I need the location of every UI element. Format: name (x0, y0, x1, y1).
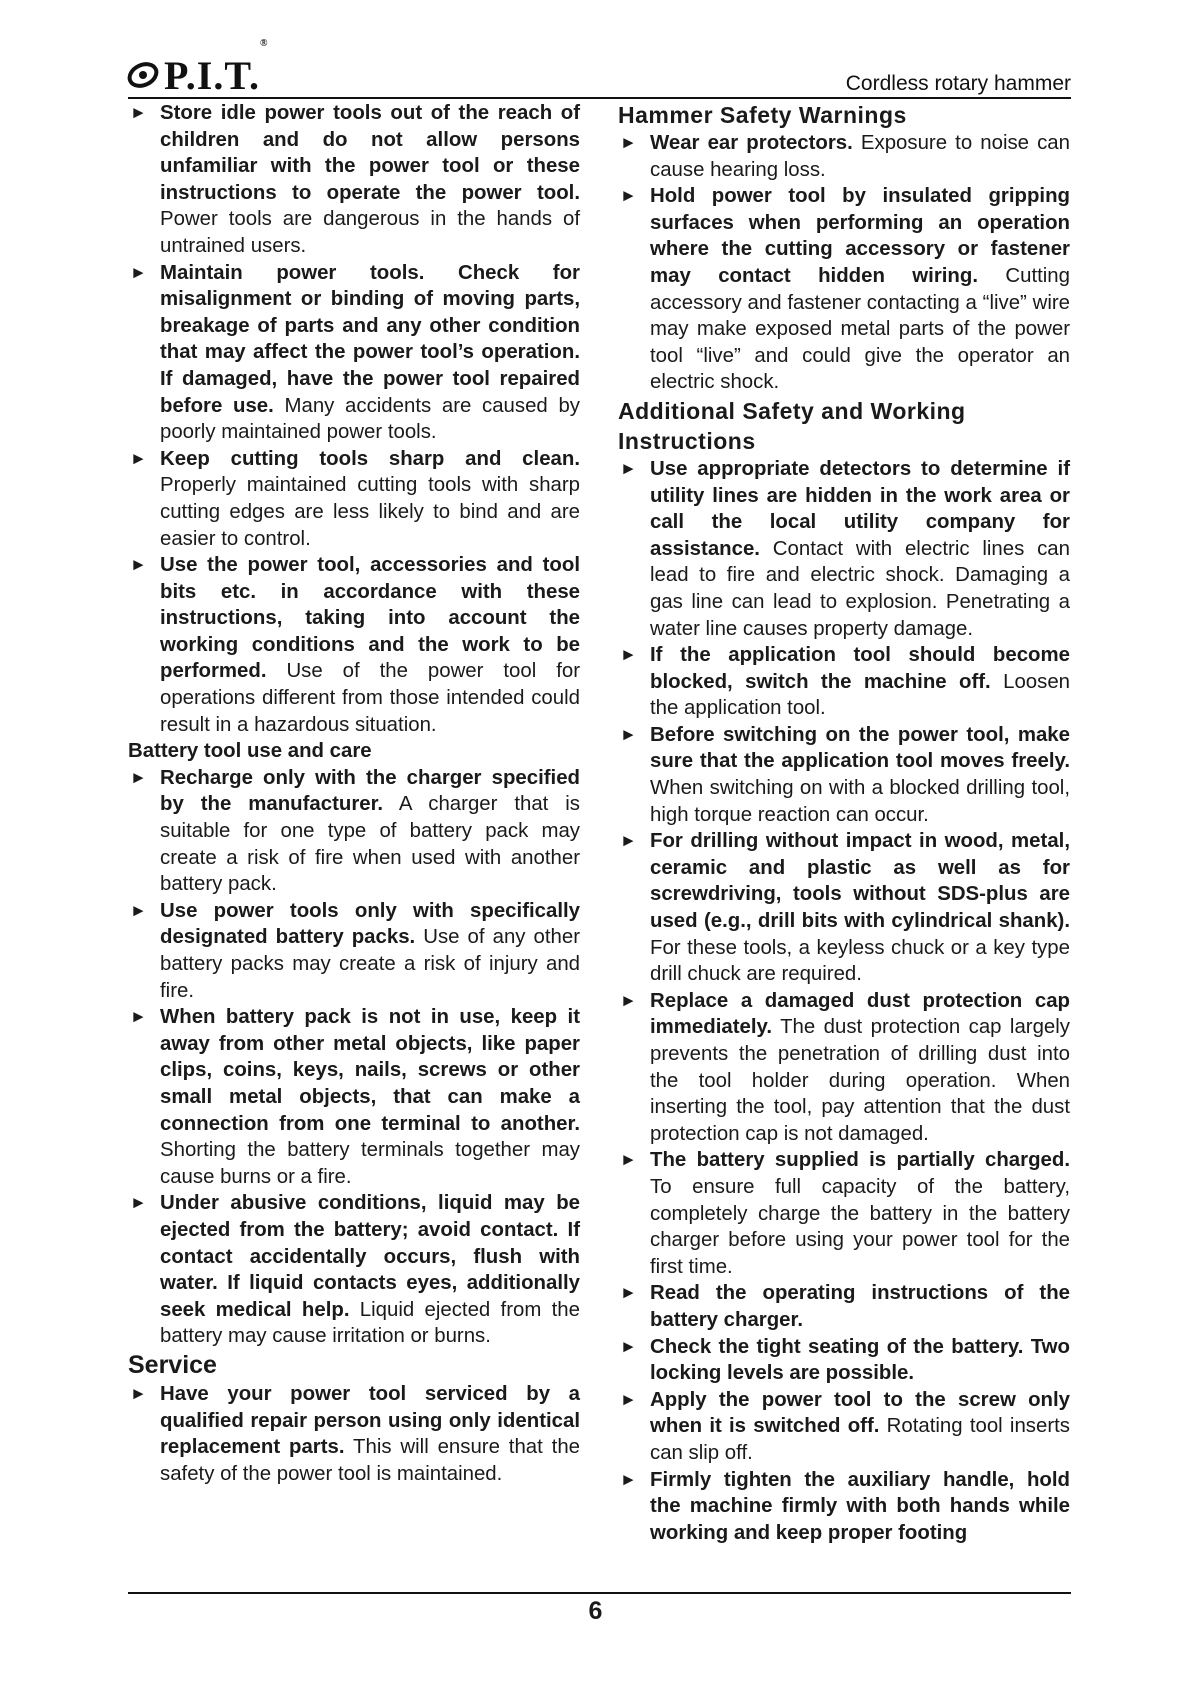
list-item (128, 100, 580, 260)
item-body-text: Loosen the application tool. (650, 670, 1070, 720)
item-body-text: Power tools are dangerous in the hands of untrained users. (160, 208, 580, 257)
additional-safety-heading: Additional Safety and Working Instructions (618, 397, 966, 454)
triangle-bullet-icon: ► (130, 1193, 147, 1213)
item-bold-text: For drilling without impact in wood, metal, ceramic and plastic as well as for screwdriving, tools without SDS-plus are used (e.g., drill bits with cylindrical shank). (650, 830, 1070, 933)
triangle-bullet-icon: ► (620, 1150, 637, 1170)
registered-mark: ® (260, 37, 269, 49)
left-list-2 (128, 765, 580, 1350)
item-bold-text: Use power tools only with specifically designated battery packs. (160, 899, 580, 949)
triangle-bullet-icon: ► (620, 1389, 637, 1409)
triangle-bullet-icon: ► (130, 448, 147, 468)
item-bold-text: Firmly tighten the auxiliary handle, hold the machine firmly with both hands while working and keep proper footing (650, 1468, 1070, 1544)
item-bold-text: Recharge only with the charger specified by the manufacturer. (160, 766, 580, 816)
list-item (128, 446, 580, 552)
list-item (618, 642, 1070, 722)
right-list-2 (618, 456, 1070, 1546)
item-bold-text: The battery supplied is partially charged. (650, 1149, 1070, 1172)
right-list-1 (618, 130, 1070, 396)
item-bold-text: Keep cutting tools sharp and clean. (160, 447, 580, 470)
item-body-text: Many accidents are caused by poorly maintained power tools. (160, 394, 580, 444)
triangle-bullet-icon: ► (130, 900, 147, 920)
triangle-bullet-icon: ► (130, 767, 147, 787)
item-bold-text: Have your power tool serviced by a qualified repair person using only identical replacement parts. (160, 1382, 580, 1459)
list-item (128, 898, 580, 1004)
triangle-bullet-icon: ► (620, 186, 637, 206)
triangle-bullet-icon: ► (130, 1007, 147, 1027)
brand-logo (126, 37, 269, 98)
triangle-bullet-icon: ► (620, 458, 637, 478)
item-body-text: This will ensure that the safety of the power tool is maintained. (160, 1436, 581, 1485)
list-item (618, 828, 1070, 988)
item-bold-text: Under abusive conditions, liquid may be ejected from the battery; avoid contact. If contact accidentally occurs, flush with water. If liquid contacts eyes, additionally seek medical help. (160, 1192, 580, 1321)
item-bold-text: Hold power tool by insulated gripping surfaces when performing an operation where the cutting accessory or fastener may contact hidden wiring. (650, 185, 1070, 287)
triangle-bullet-icon: ► (620, 831, 637, 851)
left-column (128, 100, 580, 1487)
list-item (618, 130, 1070, 183)
triangle-bullet-icon: ► (620, 990, 637, 1010)
list-item (618, 1147, 1070, 1280)
item-bold-text: Maintain power tools. Check for misalignment or binding of moving parts, breakage of parts and any other condition that may affect the power tool’s operation. If damaged, have the power tool repaired before use. (160, 261, 580, 417)
list-item (128, 1190, 580, 1350)
list-item (618, 1280, 1070, 1333)
list-item (618, 988, 1070, 1148)
list-item (618, 1387, 1070, 1467)
right-column (618, 100, 1070, 1546)
triangle-bullet-icon: ► (130, 1383, 147, 1403)
item-bold-text: Before switching on the power tool, make sure that the application tool moves freely. (650, 723, 1070, 773)
item-body-text: Shorting the battery terminals together may cause burns or a fire. (160, 1139, 580, 1188)
triangle-bullet-icon: ► (620, 1469, 637, 1489)
triangle-bullet-icon: ► (620, 1336, 637, 1356)
triangle-bullet-icon: ► (620, 1283, 637, 1303)
triangle-bullet-icon: ► (130, 103, 147, 122)
list-item (128, 765, 580, 898)
left-list-3 (128, 1381, 580, 1487)
item-body-text: Contact with electric lines can lead to fire and electric shock. Damaging a gas line can lead to explosion. Penetrating a water line causes property damage. (650, 537, 1070, 640)
item-body-text: Cutting accessory and fastener contacting a “live” wire may make exposed metal parts of the power tool “live” and could give the operator an electric shock. (650, 264, 1070, 394)
item-body-text: When switching on with a blocked drilling tool, high torque reaction can occur. (650, 777, 1070, 826)
list-item (128, 1004, 580, 1190)
service-heading: Service (128, 1350, 217, 1379)
header-divider (128, 97, 1071, 99)
item-bold-text: Apply the power tool to the screw only when it is switched off. (650, 1388, 1070, 1438)
battery-heading: Battery tool use and care (128, 740, 372, 763)
item-body-text: Exposure to noise can cause hearing loss. (650, 132, 1070, 181)
item-bold-text: When battery pack is not in use, keep it away from other metal objects, like paper clips, coins, keys, nails, screws or other small metal objects, that can make a connection from one terminal to another. (160, 1006, 580, 1135)
list-item (128, 552, 580, 738)
document-title: Cordless rotary hammer (845, 72, 1071, 95)
triangle-bullet-icon: ► (130, 262, 147, 282)
item-bold-text: Use appropriate detectors to determine if utility lines are hidden in the work area or call the local utility company for assistance. (650, 457, 1070, 560)
item-bold-text: Wear ear protectors. (650, 132, 853, 154)
item-body-text: Rotating tool inserts can slip off. (650, 1415, 1070, 1464)
item-bold-text: Read the operating instructions of the battery charger. (650, 1282, 1070, 1331)
item-bold-text: If the application tool should become blocked, switch the machine off. (650, 644, 1070, 693)
pit-logo-icon (126, 58, 160, 92)
item-body-text: Properly maintained cutting tools with sharp cutting edges are less likely to bind and are easier to control. (160, 474, 580, 550)
triangle-bullet-icon: ► (620, 133, 637, 152)
left-list-1 (128, 100, 580, 738)
list-item (128, 1381, 580, 1487)
item-body-text: Use of the power tool for operations different from those intended could result in a hazardous situation. (160, 660, 580, 736)
item-bold-text: Replace a damaged dust protection cap immediately. (650, 989, 1070, 1039)
list-item (618, 183, 1070, 396)
triangle-bullet-icon: ► (130, 555, 147, 575)
item-bold-text: Check the tight seating of the battery. Two locking levels are possible. (650, 1335, 1070, 1385)
page-number: 6 (588, 1597, 603, 1625)
list-item (618, 1334, 1070, 1387)
triangle-bullet-icon: ► (620, 724, 637, 744)
list-item (618, 1467, 1070, 1547)
item-body-text: The dust protection cap largely prevents the penetration of drilling dust into the tool holder during operation. When inserting the tool, pay attention that the dust protection cap is not damaged. (650, 1016, 1070, 1145)
logo-text: P.I.T.® (164, 37, 269, 98)
item-bold-text: Store idle power tools out of the reach of children and do not allow persons unfamiliar with the power tool or these instructions to operate the power tool. (160, 102, 580, 204)
item-body-text: Use of any other battery packs may create a risk of injury and fire. (160, 926, 580, 1002)
item-body-text: Liquid ejected from the battery may cause irritation or burns. (160, 1298, 580, 1348)
item-body-text: A charger that is suitable for one type of battery pack may create a risk of fire when used with another battery pack. (160, 793, 580, 896)
list-item (618, 456, 1070, 642)
item-bold-text: Use the power tool, accessories and tool bits etc. in accordance with these instructions, taking into account the working conditions and the work to be performed. (160, 554, 580, 683)
item-body-text: For these tools, a keyless chuck or a key type drill chuck are required. (650, 936, 1070, 986)
triangle-bullet-icon: ► (620, 645, 637, 665)
item-body-text: To ensure full capacity of the battery, completely charge the battery in the battery charger before using your power tool for the first time. (650, 1175, 1070, 1278)
footer-divider (128, 1592, 1071, 1594)
list-item (128, 260, 580, 446)
hammer-safety-heading: Hammer Safety Warnings (618, 102, 907, 128)
list-item (618, 722, 1070, 828)
